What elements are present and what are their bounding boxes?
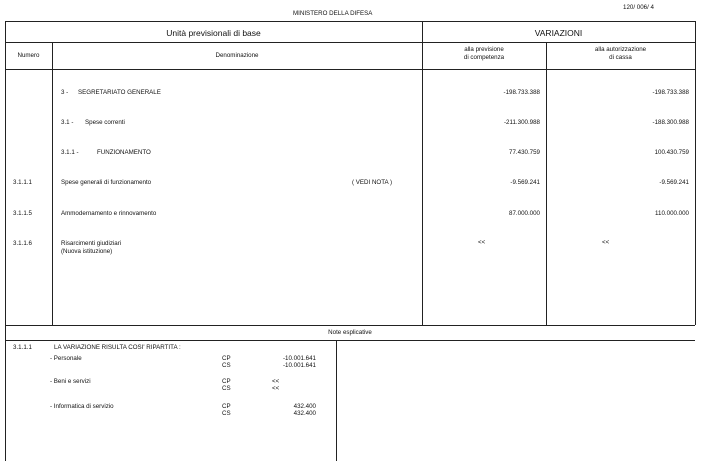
row-code: 3.1 - <box>61 119 74 126</box>
row-cassa: -188.300.988 <box>652 119 689 126</box>
notes-title: Note esplicative <box>328 329 372 336</box>
note-item-label: - Informatica di servizio <box>50 403 114 410</box>
row-competenza: 77.430.759 <box>509 149 540 156</box>
row-name: FUNZIONAMENTO <box>97 149 151 156</box>
col-header-denominazione: Denominazione <box>215 52 259 59</box>
note-cs-value: << <box>272 385 280 392</box>
row-name: Risarcimenti giudiziari <box>61 240 122 247</box>
col-header-competenza: alla previsione di competenza <box>463 46 505 61</box>
row-competenza: -211.300.988 <box>503 119 540 126</box>
row-numero: 3.1.1.1 <box>13 179 32 186</box>
note-cp-value: 432.400 <box>293 403 316 410</box>
note-item-label: - Personale <box>50 355 82 362</box>
note-cs-value: -10.001.641 <box>282 362 316 369</box>
col-header-numero: Numero <box>17 52 40 59</box>
ministry-title: MINISTERO DELLA DIFESA <box>293 10 373 17</box>
row-cassa: 110.000.000 <box>655 210 689 217</box>
row-name: Spese correnti <box>85 119 125 126</box>
note-cp-label: CP <box>222 403 231 410</box>
note-cp-label: CP <box>222 355 231 362</box>
notes-heading: LA VARIAZIONE RISULTA COSI' RIPARTITA : <box>54 344 181 351</box>
note-item-label: - Beni e servizi <box>50 378 91 385</box>
row-numero: 3.1.1.6 <box>13 240 32 247</box>
note-cp-value: -10.001.641 <box>282 355 316 362</box>
col-header-cassa: alla autorizzazione di cassa <box>594 46 647 61</box>
row-competenza: 87.000.000 <box>509 210 540 217</box>
row-name: SEGRETARIATO GENERALE <box>78 89 161 96</box>
row-numero: 3.1.1.5 <box>13 210 32 217</box>
row-note-ref: ( VEDI NOTA ) <box>352 179 393 186</box>
row-cassa: << <box>602 239 610 246</box>
row-code: 3.1.1 - <box>61 149 79 156</box>
row-competenza: -9.569.241 <box>510 179 540 186</box>
row-competenza: << <box>478 239 486 246</box>
note-cs-label: CS <box>222 362 231 369</box>
row-cassa: -9.569.241 <box>659 179 689 186</box>
row-cassa: -198.733.388 <box>652 89 689 96</box>
note-cs-label: CS <box>222 385 231 392</box>
notes-reference: 3.1.1.1 <box>13 344 32 351</box>
row-name: Ammodernamento e rinnovamento <box>61 210 157 217</box>
row-name-detail: (Nuova istituzione) <box>61 248 113 255</box>
row-cassa: 100.430.759 <box>654 149 689 156</box>
row-name: Spese generali di funzionamento <box>61 179 152 186</box>
group-header-upb: Unità previsionali di base <box>166 28 261 38</box>
row-competenza: -198.733.388 <box>503 89 540 96</box>
note-cs-value: 432.400 <box>293 410 316 417</box>
row-code: 3 - <box>61 89 69 96</box>
note-cp-value: << <box>272 378 280 385</box>
note-cp-label: CP <box>222 378 231 385</box>
page-reference: 120/ 006/ 4 <box>623 4 654 11</box>
note-cs-label: CS <box>222 410 231 417</box>
group-header-variazioni: VARIAZIONI <box>534 28 583 38</box>
